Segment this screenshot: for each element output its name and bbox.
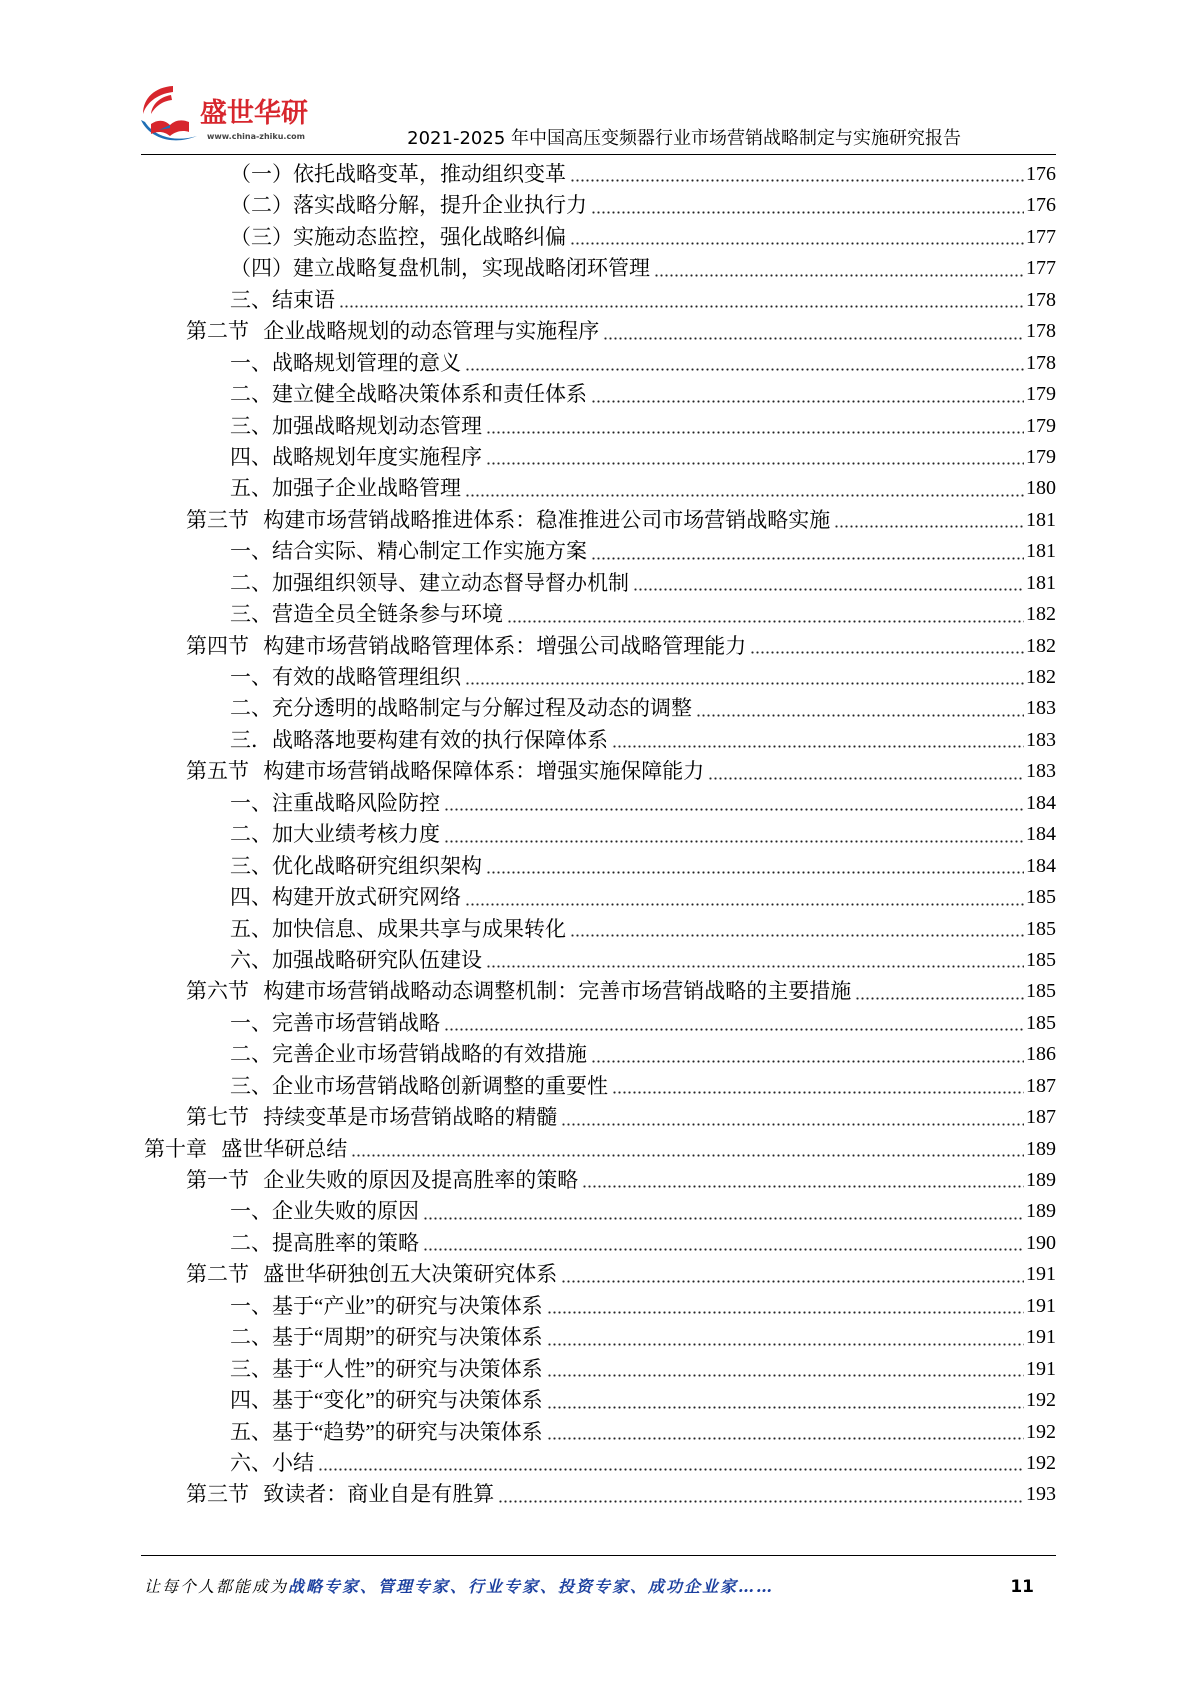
- dot-leader: [612, 1091, 1024, 1094]
- toc-entry: [144, 1228, 1056, 1259]
- toc-entry-page: 182: [1026, 666, 1056, 688]
- toc-entry-title: 第二节 企业战略规划的动态管理与实施程序: [186, 319, 600, 344]
- dot-leader: [444, 808, 1024, 811]
- dot-leader: [465, 682, 1024, 685]
- toc-entry-title: 五、加强子企业战略管理: [230, 476, 461, 501]
- dot-leader: [570, 179, 1024, 182]
- toc-entry-title: 第二节 盛世华研独创五大决策研究体系: [186, 1262, 558, 1287]
- toc-chapter: [144, 1134, 1056, 1165]
- toc-entry: [144, 1417, 1056, 1448]
- toc-entry-title: 六、加强战略研究队伍建设: [230, 947, 482, 972]
- toc-entry-title: 一、企业失败的原因: [230, 1199, 419, 1224]
- toc-entry-title: 二、加大业绩考核力度: [230, 822, 440, 847]
- toc-entry-page: 177: [1026, 257, 1056, 280]
- toc-entry-page: 192: [1026, 1420, 1056, 1443]
- toc-entry: [144, 379, 1056, 410]
- dot-leader: [465, 368, 1024, 371]
- dot-leader: [612, 745, 1024, 748]
- toc-entry-title: （二）落实战略分解，提升企业执行力: [230, 193, 587, 218]
- toc-entry-title: 一、战略规划管理的意义: [230, 350, 461, 375]
- toc-entry-page: 179: [1026, 445, 1056, 468]
- dot-leader: [654, 274, 1024, 277]
- dot-leader: [582, 1185, 1024, 1188]
- toc-entry-title: 一、完善市场营销战略: [230, 1010, 440, 1035]
- toc-entry-page: 187: [1026, 1074, 1056, 1097]
- dot-leader: [834, 525, 1024, 528]
- dot-leader: [507, 620, 1024, 623]
- dot-leader: [547, 1374, 1024, 1377]
- toc-section: [144, 316, 1056, 347]
- toc-entry: [144, 473, 1056, 504]
- toc-entry-title: 一、注重战略风险防控: [230, 790, 440, 815]
- toc-entry-title: （一）依托战略变革，推动组织变革: [230, 162, 566, 186]
- toc-section: [144, 1479, 1056, 1510]
- dot-leader: [708, 777, 1024, 780]
- toc-entry-title: 第十章 盛世华研总结: [144, 1136, 348, 1161]
- toc-entry: [144, 693, 1056, 724]
- toc-entry-page: 176: [1026, 163, 1056, 185]
- toc-entry: [144, 285, 1056, 316]
- toc-entry-page: 177: [1026, 225, 1056, 248]
- toc-entry-title: 二、基于“周期”的研究与决策体系: [230, 1325, 543, 1350]
- toc-entry-title: 二、提高胜率的策略: [230, 1230, 419, 1255]
- toc-entry: [144, 190, 1056, 221]
- toc-entry: [144, 568, 1056, 599]
- toc-entry-title: 二、加强组织领导、建立动态督导督办机制: [230, 570, 629, 595]
- toc-entry: [144, 1196, 1056, 1227]
- footer-slogan-highlight: 战略专家、管理专家、行业专家、投资专家、成功企业家……: [288, 1577, 775, 1596]
- dot-leader: [547, 1311, 1024, 1314]
- dot-leader: [570, 242, 1024, 245]
- toc-entry-title: 二、完善企业市场营销战略的有效措施: [230, 1042, 587, 1067]
- toc-entry: [144, 788, 1056, 819]
- toc-entry-page: 192: [1026, 1389, 1056, 1412]
- dot-leader: [633, 588, 1024, 591]
- dot-leader: [486, 871, 1024, 874]
- toc-entry-title: 第五节 构建市场营销战略保障体系：增强实施保障能力: [186, 759, 705, 784]
- toc-entry: [144, 851, 1056, 882]
- toc-entry-page: 191: [1026, 1326, 1056, 1349]
- toc-entry-page: 183: [1026, 728, 1056, 751]
- toc-entry-page: 191: [1026, 1263, 1056, 1286]
- toc-entry: [144, 945, 1056, 976]
- toc-entry-page: 184: [1026, 791, 1056, 814]
- logo-emblem-icon: [139, 84, 199, 146]
- dot-leader: [591, 400, 1024, 403]
- dot-leader: [750, 651, 1024, 654]
- dot-leader: [591, 557, 1024, 560]
- toc-entry-page: 189: [1026, 1169, 1056, 1191]
- toc-entry-page: 181: [1026, 571, 1056, 594]
- toc-entry-page: 184: [1026, 823, 1056, 846]
- toc-entry: [144, 882, 1056, 913]
- dot-leader: [498, 1500, 1024, 1503]
- footer-divider: [141, 1555, 1056, 1556]
- toc-section: [144, 1102, 1056, 1133]
- page-number: 11: [1010, 1577, 1034, 1597]
- toc-entry-title: 二、建立健全战略决策体系和责任体系: [230, 382, 587, 407]
- toc-entry-title: 三、基于“人性”的研究与决策体系: [230, 1356, 543, 1381]
- toc-entry-title: 一、有效的战略管理组织: [230, 665, 461, 689]
- toc-entry-title: 三、企业市场营销战略创新调整的重要性: [230, 1073, 608, 1098]
- toc-entry: [144, 442, 1056, 473]
- toc-entry: [144, 914, 1056, 945]
- toc-entry-page: 183: [1026, 697, 1056, 720]
- dot-leader: [570, 934, 1024, 937]
- toc-entry: [144, 1071, 1056, 1102]
- toc-entry: [144, 1354, 1056, 1385]
- toc-entry-page: 185: [1026, 948, 1056, 971]
- toc-entry-page: 189: [1026, 1137, 1056, 1160]
- table-of-contents: [144, 159, 1056, 1511]
- toc-entry-title: 四、战略规划年度实施程序: [230, 444, 482, 469]
- toc-entry-page: 185: [1026, 980, 1056, 1003]
- toc-entry: [144, 599, 1056, 630]
- toc-entry: [144, 1385, 1056, 1416]
- footer-slogan: [144, 1576, 774, 1598]
- dot-leader: [561, 1280, 1024, 1283]
- toc-entry-title: 第三节 致读者：商业自是有胜算: [186, 1482, 495, 1507]
- toc-entry-title: 三、营造全员全链条参与环境: [230, 602, 503, 627]
- toc-entry-page: 191: [1026, 1294, 1056, 1317]
- toc-section: [144, 1259, 1056, 1290]
- dot-leader: [444, 1028, 1024, 1031]
- toc-entry: [144, 348, 1056, 379]
- toc-entry-title: 四、构建开放式研究网络: [230, 885, 461, 910]
- dot-leader: [855, 997, 1024, 1000]
- footer-slogan-prefix: 让每个人都能成为: [144, 1577, 289, 1596]
- toc-entry-page: 181: [1026, 508, 1056, 531]
- toc-entry-title: 三、结束语: [230, 287, 335, 312]
- toc-entry-page: 185: [1026, 1011, 1056, 1034]
- toc-entry-page: 182: [1026, 634, 1056, 657]
- dot-leader: [486, 431, 1024, 434]
- toc-entry-page: 193: [1026, 1483, 1056, 1506]
- toc-entry-page: 178: [1026, 288, 1056, 311]
- toc-entry-title: 二、充分透明的战略制定与分解过程及动态的调整: [230, 696, 692, 721]
- dot-leader: [423, 1248, 1024, 1251]
- toc-entry-title: 第三节 构建市场营销战略推进体系：稳准推进公司市场营销战略实施: [186, 507, 831, 532]
- dot-leader: [465, 494, 1024, 497]
- toc-entry-page: 179: [1026, 414, 1056, 437]
- toc-entry-page: 192: [1026, 1451, 1056, 1474]
- toc-entry: [144, 1322, 1056, 1353]
- dot-leader: [547, 1406, 1024, 1409]
- toc-entry-page: 176: [1026, 194, 1056, 217]
- toc-entry-page: 191: [1026, 1357, 1056, 1380]
- header-divider: [141, 154, 1056, 155]
- toc-entry-title: 三、加强战略规划动态管理: [230, 413, 482, 438]
- dot-leader: [486, 965, 1024, 968]
- toc-entry: [144, 159, 1056, 190]
- toc-entry: [144, 1008, 1056, 1039]
- toc-entry-title: 五、基于“趋势”的研究与决策体系: [230, 1419, 543, 1444]
- toc-entry: [144, 253, 1056, 284]
- toc-entry-page: 183: [1026, 760, 1056, 783]
- toc-section: [144, 756, 1056, 787]
- logo-text: 盛世华研: [200, 98, 308, 129]
- toc-entry-page: 181: [1026, 540, 1056, 563]
- toc-entry-page: 187: [1026, 1106, 1056, 1129]
- toc-entry-title: （三）实施动态监控，强化战略纠偏: [230, 224, 566, 249]
- toc-entry-page: 189: [1026, 1200, 1056, 1223]
- toc-entry-title: 第七节 持续变革是市场营销战略的精髓: [186, 1105, 558, 1130]
- toc-entry: [144, 1448, 1056, 1479]
- toc-entry-title: 第一节 企业失败的原因及提高胜率的策略: [186, 1168, 579, 1192]
- toc-entry: [144, 536, 1056, 567]
- dot-leader: [547, 1343, 1024, 1346]
- toc-entry-title: 五、加快信息、成果共享与成果转化: [230, 916, 566, 941]
- dot-leader: [486, 462, 1024, 465]
- toc-entry-title: （四）建立战略复盘机制，实现战略闭环管理: [230, 256, 650, 281]
- toc-entry-title: 三、优化战略研究组织架构: [230, 853, 482, 878]
- toc-entry: [144, 411, 1056, 442]
- dot-leader: [339, 305, 1024, 308]
- toc-entry-title: 一、基于“产业”的研究与决策体系: [230, 1293, 543, 1318]
- toc-entry-page: 180: [1026, 477, 1056, 500]
- toc-entry-title: 一、结合实际、精心制定工作实施方案: [230, 539, 587, 564]
- toc-entry-page: 190: [1026, 1231, 1056, 1254]
- toc-entry-page: 184: [1026, 854, 1056, 877]
- dot-leader: [318, 1468, 1024, 1471]
- toc-section: [144, 1165, 1056, 1196]
- toc-entry-title: 第六节 构建市场营销战略动态调整机制：完善市场营销战略的主要措施: [186, 979, 852, 1004]
- toc-entry-page: 179: [1026, 383, 1056, 406]
- dot-leader: [444, 840, 1024, 843]
- toc-entry-page: 185: [1026, 886, 1056, 909]
- toc-entry-page: 178: [1026, 320, 1056, 343]
- logo-url: www.china-zhiku.com: [207, 132, 306, 141]
- toc-section: [144, 631, 1056, 662]
- dot-leader: [696, 714, 1024, 717]
- toc-entry: [144, 222, 1056, 253]
- dot-leader: [465, 903, 1024, 906]
- toc-entry: [144, 662, 1056, 693]
- dot-leader: [423, 1217, 1024, 1220]
- toc-entry-title: 三．战略落地要构建有效的执行保障体系: [230, 727, 608, 752]
- dot-leader: [561, 1123, 1024, 1126]
- toc-entry: [144, 1291, 1056, 1322]
- toc-entry-page: 178: [1026, 351, 1056, 374]
- dot-leader: [591, 1060, 1024, 1063]
- toc-entry-page: 182: [1026, 603, 1056, 626]
- toc-section: [144, 976, 1056, 1007]
- dot-leader: [351, 1154, 1024, 1157]
- logo-book-right-page: [170, 120, 189, 136]
- dot-leader: [603, 337, 1024, 340]
- toc-entry: [144, 1039, 1056, 1070]
- toc-entry-title: 第四节 构建市场营销战略管理体系：增强公司战略管理能力: [186, 633, 747, 658]
- dot-leader: [547, 1437, 1024, 1440]
- report-title: 2021-2025 年中国高压变频器行业市场营销战略制定与实施研究报告: [407, 128, 961, 149]
- toc-entry-page: 186: [1026, 1043, 1056, 1066]
- toc-entry-page: 185: [1026, 917, 1056, 940]
- toc-entry: [144, 819, 1056, 850]
- dot-leader: [591, 211, 1024, 214]
- toc-entry: [144, 725, 1056, 756]
- toc-entry-title: 四、基于“变化”的研究与决策体系: [230, 1388, 543, 1413]
- toc-entry-title: 六、小结: [230, 1450, 314, 1475]
- toc-section: [144, 505, 1056, 536]
